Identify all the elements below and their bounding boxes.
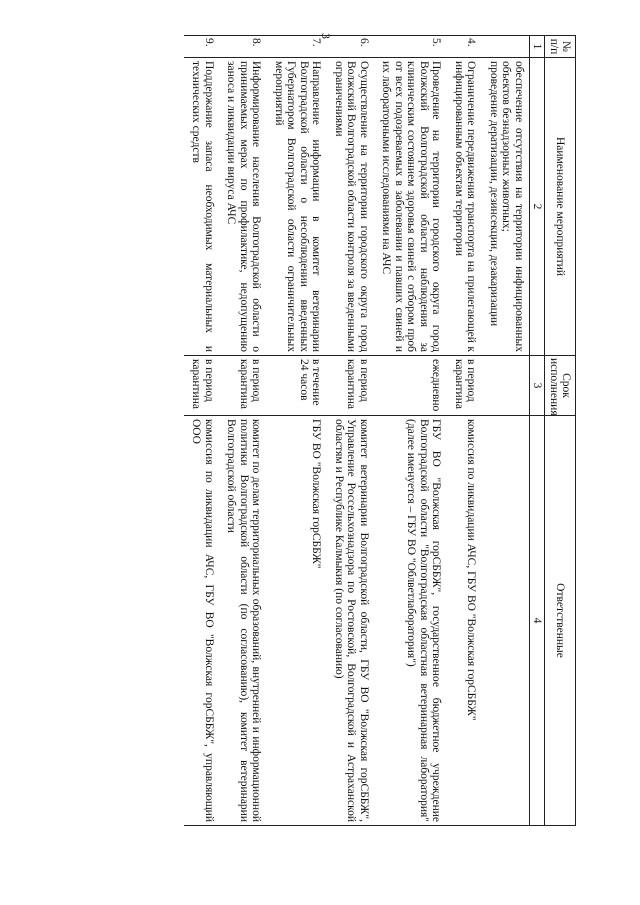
table-row [482, 36, 530, 826]
row-deadline: в период карантина [447, 356, 482, 416]
row-measure: обеспечение отсутствия на территории инфицированных объектов безнадзорных животных; проведение дератизации, дезинсекции, дезакаризации [482, 58, 530, 356]
row-responsible: ГБУ ВО "Волжская горСББЖ", государственное бюджетное учреждение Волгоградской области "Волгоградская областная ветеринарная лаборатория" (далее именуется – ГБУ ВО "Облветлаборатория") [374, 416, 447, 826]
table-row [219, 36, 267, 826]
row-measure: Осуществление на территории городского округа город Волжский Волгоградской области контроля за введенными ограничениями [327, 58, 375, 356]
row-measure: Информирование населения Волгоградской области о принимаемых мерах по профилактике, недопущению заноса и ликвидации вируса АЧС [219, 58, 267, 356]
row-measure: Направление информации в комитет ветеринарии Волгоградской области о несоблюдении введенных Губернатором Волгоградской области ограничительных мероприятий [267, 58, 327, 356]
row-responsible: комитет ветеринарии Волгоградской области, ГБУ ВО "Волжская горСББЖ", Управление Россельхознадзора по Ростовской, Волгоградской и Астраханской областям и Республике Калмыкия (по согласованию) [327, 416, 375, 826]
row-number: 8. [219, 36, 267, 58]
row-deadline: в период карантина [184, 356, 219, 416]
row-number: 6. [327, 36, 375, 58]
column-number: 2 [530, 58, 545, 356]
row-measure: Проведение на территории городского округа город Волжский Волгоградской области наблюдения за клиническим состоянием здоровья свиней с отбором проб от всех подозреваемых в заболевании и павших свиней и их лабораторными исследованиями на АЧС [374, 58, 447, 356]
page-number: 3 [319, 33, 333, 39]
row-number: 5. [374, 36, 447, 58]
header-number: № п/п [545, 36, 576, 58]
row-responsible: комиссия по ликвидации АЧС, ГБУ ВО "Волжская горСББЖ", управляющий ООО [184, 416, 219, 826]
row-number [482, 36, 530, 58]
row-responsible [482, 416, 530, 826]
row-number: 7. [267, 36, 327, 58]
column-number: 1 [530, 36, 545, 58]
column-number: 4 [530, 416, 545, 826]
header-responsible: Ответственные [545, 416, 576, 826]
header-deadline: Срок исполнения [545, 356, 576, 416]
table-row [327, 36, 375, 826]
table-header-row [545, 36, 576, 826]
row-deadline: ежедневно [374, 356, 447, 416]
column-number-row [530, 36, 545, 826]
table-row [267, 36, 327, 826]
row-measure: Поддержание запаса необходимых материальных и технических средств [184, 58, 219, 356]
measures-table [184, 35, 576, 826]
table-row [184, 36, 219, 826]
row-deadline: в течение 24 часов [267, 356, 327, 416]
row-responsible: комиссия по ликвидации АЧС, ГБУ ВО "Волжская горСББЖ" [447, 416, 482, 826]
header-measure-name: Наименование мероприятий [545, 58, 576, 356]
row-deadline: в период карантина [219, 356, 267, 416]
table-row [447, 36, 482, 826]
table-row [374, 36, 447, 826]
row-deadline [482, 356, 530, 416]
column-number: 3 [530, 356, 545, 416]
row-measure: Ограничение передвижения транспорта на прилегающей к инфицированным объектам территории [447, 58, 482, 356]
row-number: 9. [184, 36, 219, 58]
row-responsible: ГБУ ВО "Волжская горСББЖ" [267, 416, 327, 826]
row-number: 4. [447, 36, 482, 58]
row-responsible: комитет по делам территориальных образований, внутренней и информационной политики Волгоградской области (по согласованию), комитет ветеринарии Волгоградской области [219, 416, 267, 826]
row-deadline: в период карантина [327, 356, 375, 416]
